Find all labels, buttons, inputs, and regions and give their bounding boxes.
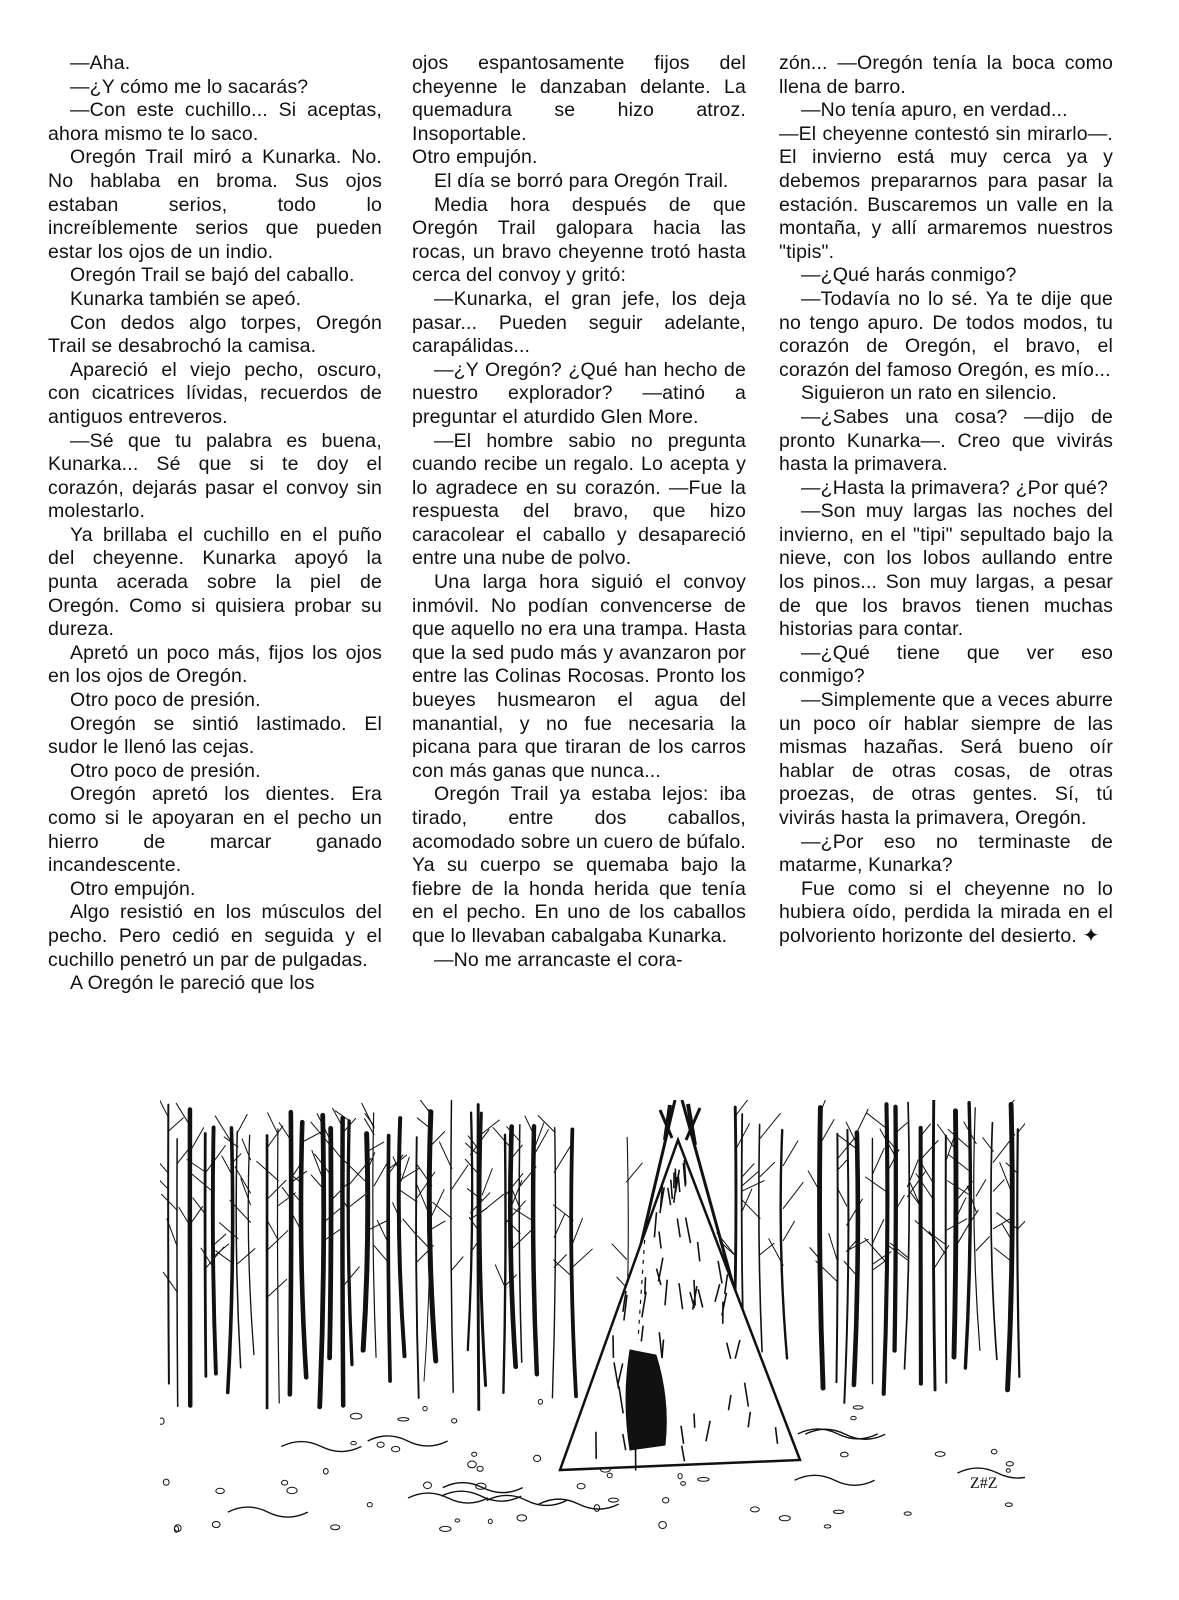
tipi-in-snowy-forest-illustration — [160, 1100, 1025, 1540]
paragraph: —¿Y Oregón? ¿Qué han hecho de nuestro explorador? —atinó a preguntar el aturdido Glen More. — [412, 358, 746, 428]
paragraph: Siguieron un rato en silencio. — [801, 382, 1057, 405]
paragraph: El día se borró para Oregón Trail. — [434, 169, 729, 192]
paragraph: Fue como si el cheyenne no lo hubiera oído, perdida la mirada en el polvoriento horizonte del desierto. ✦ — [779, 877, 1113, 947]
paragraph: —Simplemente que a veces aburre un poco oír hablar siempre de las mismas hazañas. Será bueno oír hablar de otras cosas, de otras proezas, de otras gentes. Sí, tú vivirás hasta la primavera, Oregón. — [779, 689, 1113, 829]
paragraph: Otro empujón. — [70, 877, 196, 900]
paragraph: Apareció el viejo pecho, oscuro, con cicatrices lívidas, recuerdos de antiguos entreveros. — [48, 358, 382, 428]
paragraph: —¿Qué tiene que ver eso conmigo? — [779, 641, 1113, 688]
paragraph: —No tenía apuro, en verdad... — [801, 99, 1068, 122]
paragraph: ojos espantosamente fijos del cheyenne le danzaban delante. La quemadura se hizo atroz. Insoportable. — [412, 52, 746, 145]
paragraph: —No me arrancaste el cora- — [434, 948, 683, 971]
paragraph: Una larga hora siguió el convoy inmóvil. No podían convencerse de que aquello no era una trampa. Hasta que la sed pudo más y avanzaron por entre las Colinas Rocosas. Pronto los bueyes husmearon el agua del manantial, y no fue necesaria la picana para que tiraran de los carros con más ganas que nunca... — [412, 571, 746, 782]
paragraph: —El hombre sabio no pregunta cuando recibe un regalo. Lo acepta y lo agradece en su corazón. —Fue la respuesta del bravo, que hizo caracolear el caballo y desapareció entre una nube de polvo. — [412, 429, 746, 570]
paragraph: Oregón Trail se bajó del caballo. — [70, 264, 355, 287]
paragraph: —¿Qué harás conmigo? — [801, 264, 1017, 287]
paragraph: A Oregón le pareció que los — [70, 972, 315, 995]
paragraph: —El cheyenne contestó sin mirarlo—. El invierno está muy cerca ya y debemos prepararnos para pasar la estación. Buscaremos un valle en la montaña, y allí armaremos nuestros "tipis". — [779, 122, 1113, 263]
paragraph: Oregón Trail miró a Kunarka. No. No hablaba en broma. Sus ojos estaban serios, todo lo increíblemente serios que pueden estar los ojos de un indio. — [48, 146, 382, 263]
paragraph: Con dedos algo torpes, Oregón Trail se desabrochó la camisa. — [48, 311, 382, 358]
end-of-story-star-icon: ✦ — [1076, 924, 1100, 947]
text-column-2 — [412, 52, 746, 972]
paragraph: —Son muy largas las noches del invierno, en el "tipi" sepultado bajo la nieve, con los lobos aullando entre los pinos... Son muy largas, a pesar de que los bravos tienen muchas historias para contar. — [779, 500, 1113, 641]
paragraph: Kunarka también se apeó. — [70, 287, 302, 310]
paragraph: Algo resistió en los músculos del pecho. Pero cedió en seguida y el cuchillo penetró un par de pulgadas. — [48, 901, 382, 971]
paragraph: Oregón se sintió lastimado. El sudor le llenó las cejas. — [48, 712, 382, 759]
text-column-3 — [779, 52, 1113, 949]
paragraph: —Kunarka, el gran jefe, los deja pasar... Pueden seguir adelante, carapálidas... — [412, 287, 746, 358]
paragraph: —¿Sabes una cosa? —dijo de pronto Kunarka—. Creo que vivirás hasta la primavera. — [779, 405, 1113, 476]
text-column-1 — [48, 52, 382, 996]
paragraph: Otro poco de presión. — [70, 689, 261, 712]
paragraph: Otro empujón. — [412, 146, 538, 169]
paragraph: —¿Y cómo me lo sacarás? — [70, 75, 309, 98]
paragraph: Oregón Trail ya estaba lejos: iba tirado, entre dos caballos, acomodado sobre un cuero de búfalo. Ya su cuerpo se quemaba bajo la fiebre de la honda herida que tenía en el pecho. En uno de los caballos que lo llevaban cabalgaba Kunarka. — [412, 783, 746, 947]
paragraph: —Con este cuchillo... Si aceptas, ahora mismo te lo saco. — [48, 99, 382, 145]
paragraph: —Sé que tu palabra es buena, Kunarka... Sé que si te doy el corazón, dejarás pasar el convoy sin molestarlo. — [48, 429, 382, 523]
paragraph: zón... —Oregón tenía la boca como llena de barro. — [779, 52, 1113, 98]
paragraph: Apretó un poco más, fijos los ojos en los ojos de Oregón. — [48, 641, 382, 688]
paragraph: Oregón apretó los dientes. Era como si le apoyaran en el pecho un hierro de marcar ganado incandescente. — [48, 783, 382, 877]
paragraph: —¿Por eso no terminaste de matarme, Kunarka? — [779, 830, 1113, 877]
artist-signature: Z#Z — [970, 1475, 998, 1492]
paragraph: —¿Hasta la primavera? ¿Por qué? — [801, 476, 1109, 499]
paragraph: —Todavía no lo sé. Ya te dije que no tengo apuro. De todos modos, tu corazón de Oregón, el bravo, el corazón del famoso Oregón, es mío... — [779, 287, 1113, 381]
paragraph: —Aha. — [70, 52, 131, 74]
paragraph: Media hora después de que Oregón Trail galopara hacia las rocas, un bravo cheyenne trotó hasta cerca del convoy y gritó: — [412, 193, 746, 287]
paragraph: Otro poco de presión. — [70, 759, 261, 782]
paragraph: Ya brillaba el cuchillo en el puño del cheyenne. Kunarka apoyó la punta acerada sobre la piel de Oregón. Como si quisiera probar su dureza. — [48, 523, 382, 641]
